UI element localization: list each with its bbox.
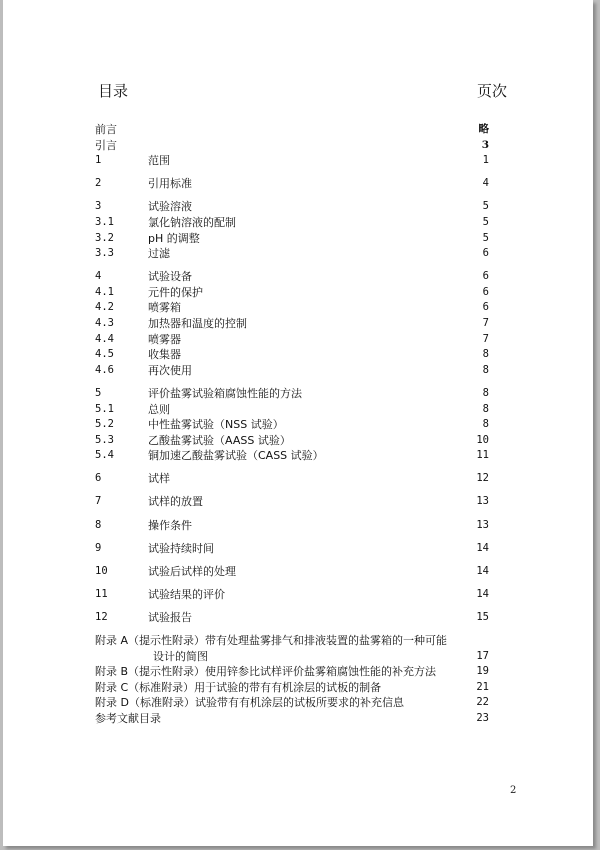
toc-entry-title: 附录 C（标准附录）用于试验的带有有机涂层的试板的制备 (95, 680, 382, 694)
toc-entry-number: 3.2 (95, 231, 114, 244)
toc-entry-page: 8 (482, 402, 489, 415)
toc-entry-page: 11 (476, 449, 489, 462)
toc-entry (95, 518, 489, 534)
toc-title: 目录 (98, 82, 129, 100)
toc-entry (95, 215, 489, 231)
toc-entry-page: 12 (476, 472, 489, 485)
toc-entry-number: 5.1 (95, 402, 114, 415)
toc-entry-number: 5.2 (95, 418, 114, 431)
toc-entry-number: 3 (95, 200, 102, 213)
toc-entry-page: 13 (476, 495, 489, 508)
toc-entry-number: 5.4 (95, 449, 114, 462)
toc-entry-number: 8 (95, 518, 102, 531)
toc-entry (95, 231, 489, 247)
toc-entry-page: 8 (482, 363, 489, 376)
toc-entry-page: 8 (482, 348, 489, 361)
toc-entry-page: 3 (481, 138, 489, 151)
toc-entry-title: 试验持续时间 (148, 541, 214, 555)
toc-entry-title: 试验后试样的处理 (148, 564, 236, 578)
toc-entry-page: 4 (482, 177, 489, 190)
toc-entry (95, 402, 489, 418)
toc-entry-page: 21 (476, 680, 489, 693)
toc-entry (95, 300, 489, 316)
page-column-label: 页次 (476, 82, 507, 100)
toc-entry (95, 246, 489, 262)
toc-entry-title: 喷雾器 (148, 332, 181, 346)
toc-entry-page: 14 (476, 587, 489, 600)
toc-entry (95, 347, 489, 363)
toc-entry-title: 试验溶液 (148, 200, 192, 214)
toc-entry-title: 设计的简图 (153, 649, 208, 663)
toc-entry-page: 5 (482, 200, 489, 213)
toc-entry-page: 略 (478, 123, 489, 135)
toc-entry-page: 5 (482, 215, 489, 228)
toc-entry-page: 22 (476, 696, 489, 709)
toc-entry-page: 1 (482, 154, 489, 167)
toc-entry-number: 5.3 (95, 433, 114, 446)
toc-entry-number: 9 (95, 541, 102, 554)
toc-entry-page: 7 (482, 317, 489, 330)
toc-entry (95, 494, 489, 510)
toc-entry-number: 1 (95, 154, 102, 167)
toc-entry-title: 再次使用 (148, 363, 192, 377)
toc-entry (95, 332, 489, 348)
toc-entry (95, 199, 489, 215)
toc-entry-title: 收集器 (148, 348, 181, 362)
toc-entry (95, 316, 489, 332)
toc-entry-page: 7 (482, 332, 489, 345)
toc-entry (95, 417, 489, 433)
toc-header (98, 80, 507, 101)
toc-entry-title: 总则 (148, 402, 170, 416)
toc-entry (95, 448, 489, 464)
toc-entry (95, 610, 489, 626)
toc-entry-title: 试验结果的评价 (148, 587, 225, 601)
toc-entry (95, 695, 489, 711)
toc-entry-title: 评价盐雾试验箱腐蚀性能的方法 (148, 386, 302, 400)
toc-entry-number: 5 (95, 386, 102, 399)
toc-entry-title: pH 的调整 (148, 231, 200, 245)
toc-entry-title: 前言 (95, 123, 117, 136)
toc-entry-page: 14 (476, 541, 489, 554)
toc-entry-title: 元件的保护 (148, 285, 203, 299)
toc-entry-title: 试样的放置 (148, 495, 203, 509)
toc-entry-page: 13 (476, 518, 489, 531)
toc-entry-page: 19 (476, 665, 489, 678)
toc-entry-title: 乙酸盐雾试验（AASS 试验） (148, 433, 291, 447)
toc-entry-page: 5 (482, 231, 489, 244)
toc-entry-page: 6 (482, 247, 489, 260)
toc-entry-title: 附录 D（标准附录）试验带有有机涂层的试板所要求的补充信息 (95, 696, 404, 710)
toc-entry-number: 4.2 (95, 301, 114, 314)
toc-entry-title: 喷雾箱 (148, 301, 181, 315)
toc-entry-number: 3.3 (95, 247, 114, 260)
toc-entry-title: 附录 B（提示性附录）使用锌参比试样评价盐雾箱腐蚀性能的补充方法 (95, 665, 437, 679)
toc-entry-title: 附录 A（提示性附录）带有处理盐雾排气和排液装置的盐雾箱的一种可能 (95, 634, 448, 648)
toc-entry-title: 范围 (148, 154, 170, 168)
toc-entry-page: 23 (476, 712, 489, 724)
table-of-contents (95, 122, 489, 727)
toc-entry-page: 15 (476, 610, 489, 623)
toc-entry-title: 中性盐雾试验（NSS 试验） (148, 418, 284, 432)
toc-entry (95, 285, 489, 301)
toc-entry (95, 386, 489, 402)
toc-entry-number: 4 (95, 270, 102, 283)
toc-entry-title: 操作条件 (148, 518, 192, 532)
toc-entry-page: 8 (482, 418, 489, 431)
toc-entry-page: 10 (476, 433, 489, 446)
toc-entry (95, 680, 489, 696)
toc-entry-number: 3.1 (95, 215, 114, 228)
toc-entry (95, 153, 489, 169)
toc-entry (95, 138, 489, 154)
toc-entry (95, 471, 489, 487)
toc-entry-title: 试样 (148, 472, 170, 486)
toc-entry-title: 加热器和温度的控制 (148, 317, 247, 331)
toc-entry-number: 4.5 (95, 348, 114, 361)
document-page (3, 0, 593, 846)
toc-entry-title: 过滤 (148, 247, 170, 261)
toc-entry-number: 6 (95, 472, 102, 485)
toc-entry (95, 633, 489, 649)
page-number: 2 (510, 785, 517, 796)
toc-entry-page: 6 (482, 285, 489, 298)
toc-entry (95, 122, 489, 138)
toc-entry-number: 4.1 (95, 285, 114, 298)
toc-entry (95, 564, 489, 580)
toc-entry-page: 14 (476, 564, 489, 577)
toc-entry-number: 7 (95, 495, 102, 508)
toc-entry-title: 引用标准 (148, 177, 192, 191)
toc-entry-number: 4.4 (95, 332, 114, 345)
toc-entry-number: 11 (95, 587, 108, 600)
toc-entry-title: 氯化钠溶液的配制 (148, 215, 236, 229)
toc-entry (95, 664, 489, 680)
toc-entry-number: 12 (95, 610, 108, 623)
toc-entry-page: 17 (476, 649, 489, 662)
toc-entry-title: 试验设备 (148, 270, 192, 284)
toc-entry-number: 4.6 (95, 363, 114, 376)
toc-entry-number: 4.3 (95, 317, 114, 330)
toc-entry-title: 参考文献目录 (95, 712, 161, 725)
toc-entry-number: 10 (95, 564, 108, 577)
toc-entry (95, 176, 489, 192)
toc-entry-title: 试验报告 (148, 610, 192, 624)
toc-entry-page: 6 (482, 270, 489, 283)
toc-entry (95, 541, 489, 557)
toc-entry (95, 649, 489, 665)
toc-entry-number: 2 (95, 177, 102, 190)
toc-entry-page: 6 (482, 301, 489, 314)
toc-entry-title: 铜加速乙酸盐雾试验（CASS 试验） (148, 449, 324, 463)
toc-entry (95, 269, 489, 285)
toc-entry-title: 引言 (95, 138, 117, 152)
toc-entry-page: 8 (482, 386, 489, 399)
toc-entry (95, 587, 489, 603)
toc-entry (95, 433, 489, 449)
toc-entry (95, 711, 489, 727)
toc-entry (95, 363, 489, 379)
